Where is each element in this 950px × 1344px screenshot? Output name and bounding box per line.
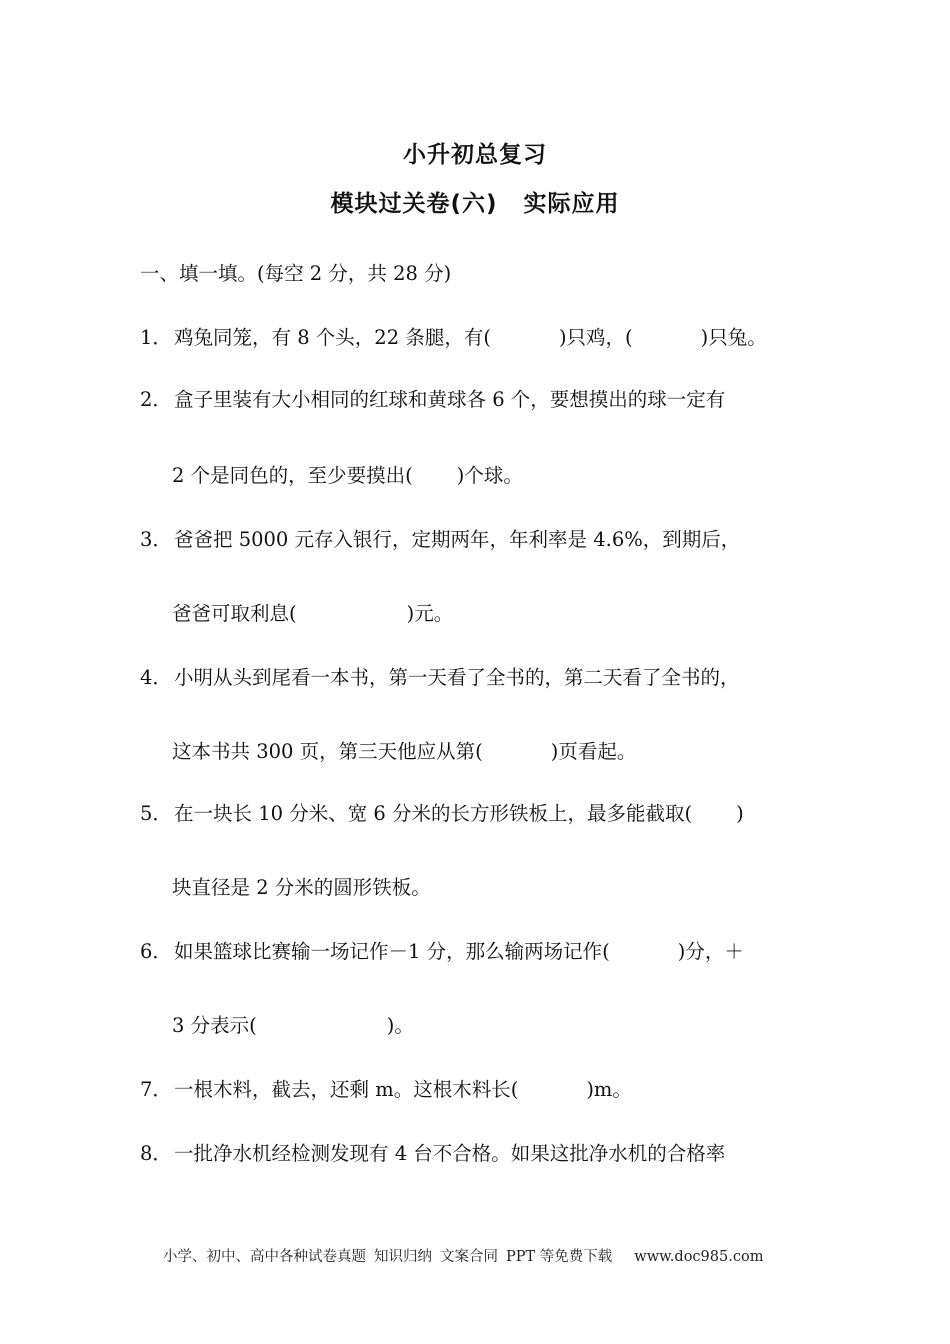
footer-text: 小学、初中、高中各种试卷真题 bbox=[163, 1249, 366, 1265]
footer-text: PPT 等免费下载 bbox=[506, 1249, 613, 1265]
question-text: 这本书共 300 页，第三天他应从第( bbox=[172, 740, 483, 763]
question-text: )。 bbox=[386, 1014, 414, 1037]
question-4 bbox=[140, 664, 740, 692]
question-number: 8． bbox=[140, 1142, 172, 1165]
question-text: )只兔。 bbox=[700, 326, 767, 349]
question-text: 小明从头到尾看一本书，第一天看了全书的，第二天看了全书的， bbox=[174, 666, 740, 689]
question-text: 一批净水机经检测发现有 4 台不合格。如果这批净水机的合格率 bbox=[174, 1142, 726, 1165]
subtitle-topic: 实际应用 bbox=[523, 191, 620, 217]
footer-text: 文案合同 bbox=[440, 1249, 498, 1265]
question-text: 如果篮球比赛输一场记作－1 分，那么输两场记作( bbox=[174, 940, 610, 963]
question-text: )只鸡，( bbox=[558, 326, 633, 349]
page-footer bbox=[163, 1245, 763, 1266]
question-text: 在一块长 10 分米、宽 6 分米的长方形铁板上，最多能截取( bbox=[174, 802, 693, 825]
question-text: 2 个是同色的，至少要摸出( bbox=[172, 464, 413, 487]
question-number: 6． bbox=[140, 940, 172, 963]
question-text: )m。 bbox=[586, 1078, 632, 1101]
question-text: )元。 bbox=[406, 602, 454, 625]
question-8 bbox=[140, 1140, 725, 1168]
question-text: ) bbox=[736, 802, 744, 825]
question-7 bbox=[140, 1076, 632, 1104]
question-6-continued bbox=[172, 1012, 414, 1040]
question-number: 3． bbox=[140, 528, 172, 551]
question-5 bbox=[140, 800, 744, 828]
question-text: )页看起。 bbox=[550, 740, 637, 763]
question-number: 4． bbox=[140, 666, 172, 689]
subtitle-module: 模块过关卷(六) bbox=[330, 191, 498, 217]
page-title: 小升初总复习 bbox=[403, 142, 547, 168]
question-text: 一根木料，截去，还剩 m。这根木料长( bbox=[174, 1078, 519, 1101]
page-subtitle bbox=[0, 185, 950, 218]
question-text: 爸爸把 5000 元存入银行，定期两年，年利率是 4.6%，到期后， bbox=[174, 528, 741, 551]
question-3-continued bbox=[172, 600, 453, 628]
question-5-continued bbox=[172, 874, 431, 902]
footer-url[interactable]: www.doc985.com bbox=[634, 1249, 764, 1265]
question-number: 2． bbox=[140, 388, 172, 411]
question-4-continued bbox=[172, 738, 636, 766]
question-3 bbox=[140, 526, 740, 554]
question-6 bbox=[140, 938, 744, 966]
question-text: 块直径是 2 分米的圆形铁板。 bbox=[172, 876, 431, 899]
question-text: 盒子里装有大小相同的红球和黄球各 6 个，要想摸出的球一定有 bbox=[174, 388, 726, 411]
footer-text: 知识归纳 bbox=[374, 1249, 432, 1265]
question-text: 爸爸可取利息( bbox=[172, 602, 297, 625]
question-number: 5． bbox=[140, 802, 172, 825]
question-text: )分，＋ bbox=[677, 940, 744, 963]
question-2 bbox=[140, 386, 725, 414]
question-number: 1． bbox=[140, 326, 172, 349]
section-heading: 一、填一填。(每空 2 分，共 28 分) bbox=[140, 262, 452, 285]
question-text: 3 分表示( bbox=[172, 1014, 257, 1037]
question-text: )个球。 bbox=[456, 464, 523, 487]
question-text: 鸡兔同笼，有 8 个头，22 条腿，有( bbox=[174, 326, 491, 349]
question-1 bbox=[140, 324, 767, 352]
question-2-continued bbox=[172, 462, 523, 490]
question-number: 7． bbox=[140, 1078, 172, 1101]
